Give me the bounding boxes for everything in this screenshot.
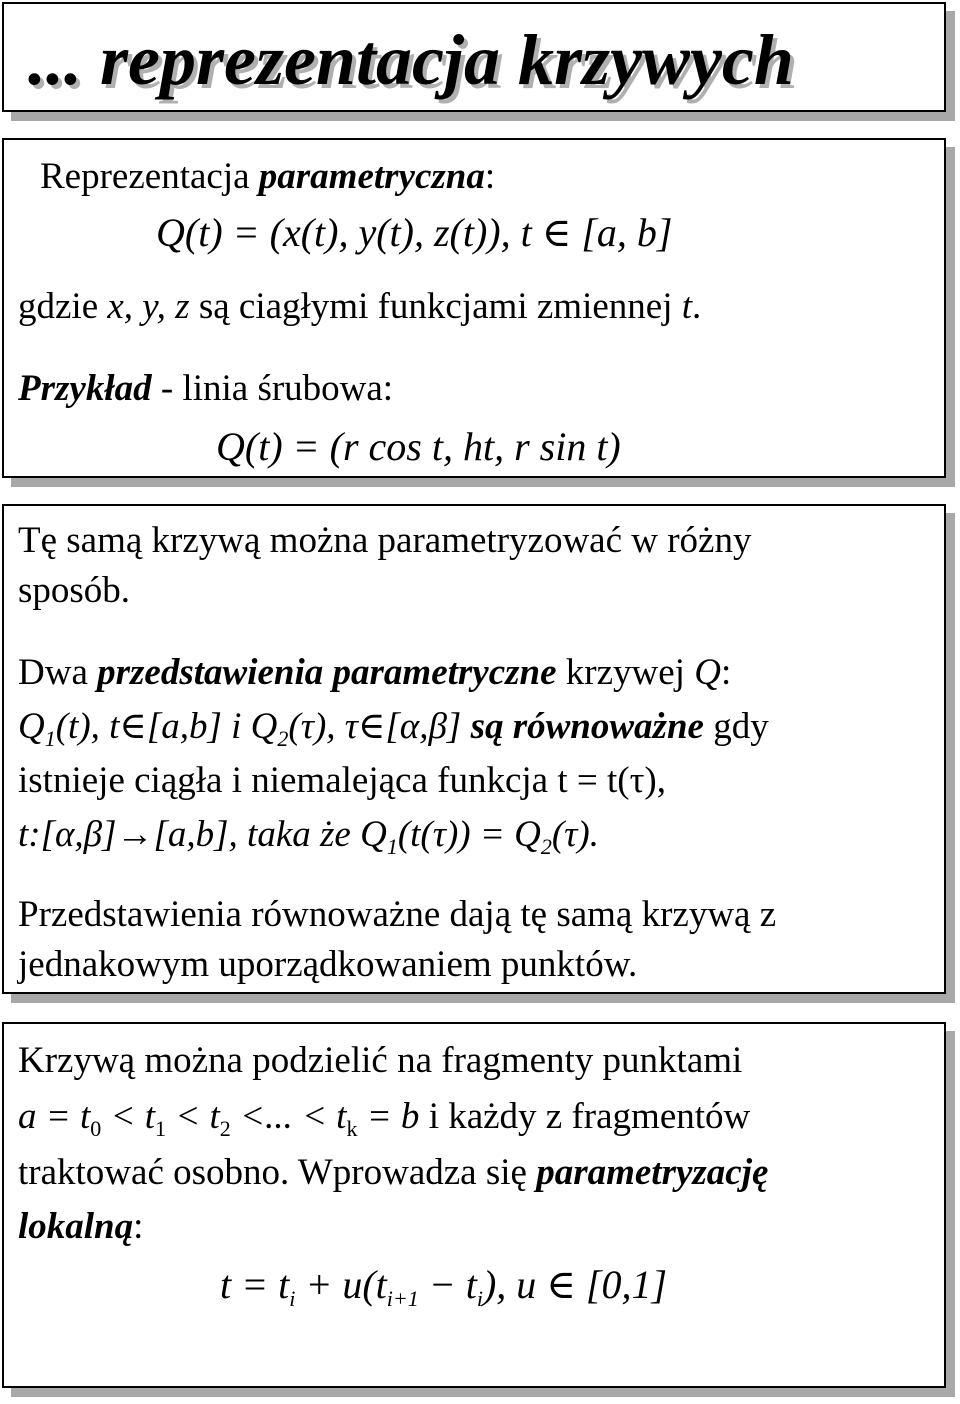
fragments-line-1: Krzywą można podzielić na fragmenty punktami xyxy=(18,1040,743,1081)
parametric-representation-box xyxy=(2,138,946,478)
definition-line-3: istnieje ciągła i niemalejąca funkcja t = t(τ), xyxy=(18,760,667,801)
local-parametrization-formula: $t = t_i + u(t_{i+1} - t_i)$, u ∈ [0,1] xyxy=(220,1262,668,1311)
helix-formula: Q(t) = (r cos t, ht, r sin t) xyxy=(216,424,621,469)
reparametrization-line-2: sposób. xyxy=(18,570,131,611)
equivalence-conclusion-line-1: Przedstawienia równoważne dają tę samą krzywą z xyxy=(18,894,777,935)
fragments-line-2: $a = t_0 < t_1 < t_2$ <... < $t_k = b$ i każdy z fragmentów xyxy=(18,1096,751,1141)
local-parametrization-box xyxy=(2,1022,946,1388)
definition-line-2: $Q_1(t)$, t∈[a,b] i $Q_2(\tau)$, τ∈[α,β] są równoważne gdy xyxy=(18,706,769,751)
parametric-term: parametryczna xyxy=(258,156,485,197)
definition-line-1: Dwa przedstawienia parametryczne krzywej Q: xyxy=(18,652,732,693)
local-term: lokalną xyxy=(18,1206,134,1247)
variables-description: gdzie x, y, z są ciagłymi funkcjami zmiennej t. xyxy=(18,286,702,327)
title-box xyxy=(2,2,946,112)
equivalent-term: są równoważne xyxy=(470,706,704,747)
fragments-line-3: traktować osobno. Wprowadza się parametryzację xyxy=(18,1152,769,1193)
example-heading: Przykład - linia śrubowa: xyxy=(18,368,394,409)
definition-line-4: t:[α,β]→[a,b], taka że $Q_1(t(\tau)) = Q_2(\tau)$. xyxy=(18,814,599,859)
page-title: ... reprezentacja krzywych xyxy=(28,20,794,100)
parametric-intro-line: Reprezentacja parametryczna: xyxy=(40,156,496,197)
parametrization-term: parametryzację xyxy=(536,1152,769,1193)
equivalence-conclusion-line-2: jednakowym uporządkowaniem punktów. xyxy=(18,944,638,985)
equivalent-representations-box xyxy=(2,504,946,994)
fragments-line-4: lokalną: xyxy=(18,1206,144,1247)
curve-formula: Q(t) = (x(t), y(t), z(t)), t ∈ [a, b] xyxy=(156,210,673,255)
example-term: Przykład xyxy=(18,368,152,409)
representations-term: przedstawienia parametryczne xyxy=(97,652,557,693)
reparametrization-line-1: Tę samą krzywą można parametryzować w różny xyxy=(18,520,752,561)
